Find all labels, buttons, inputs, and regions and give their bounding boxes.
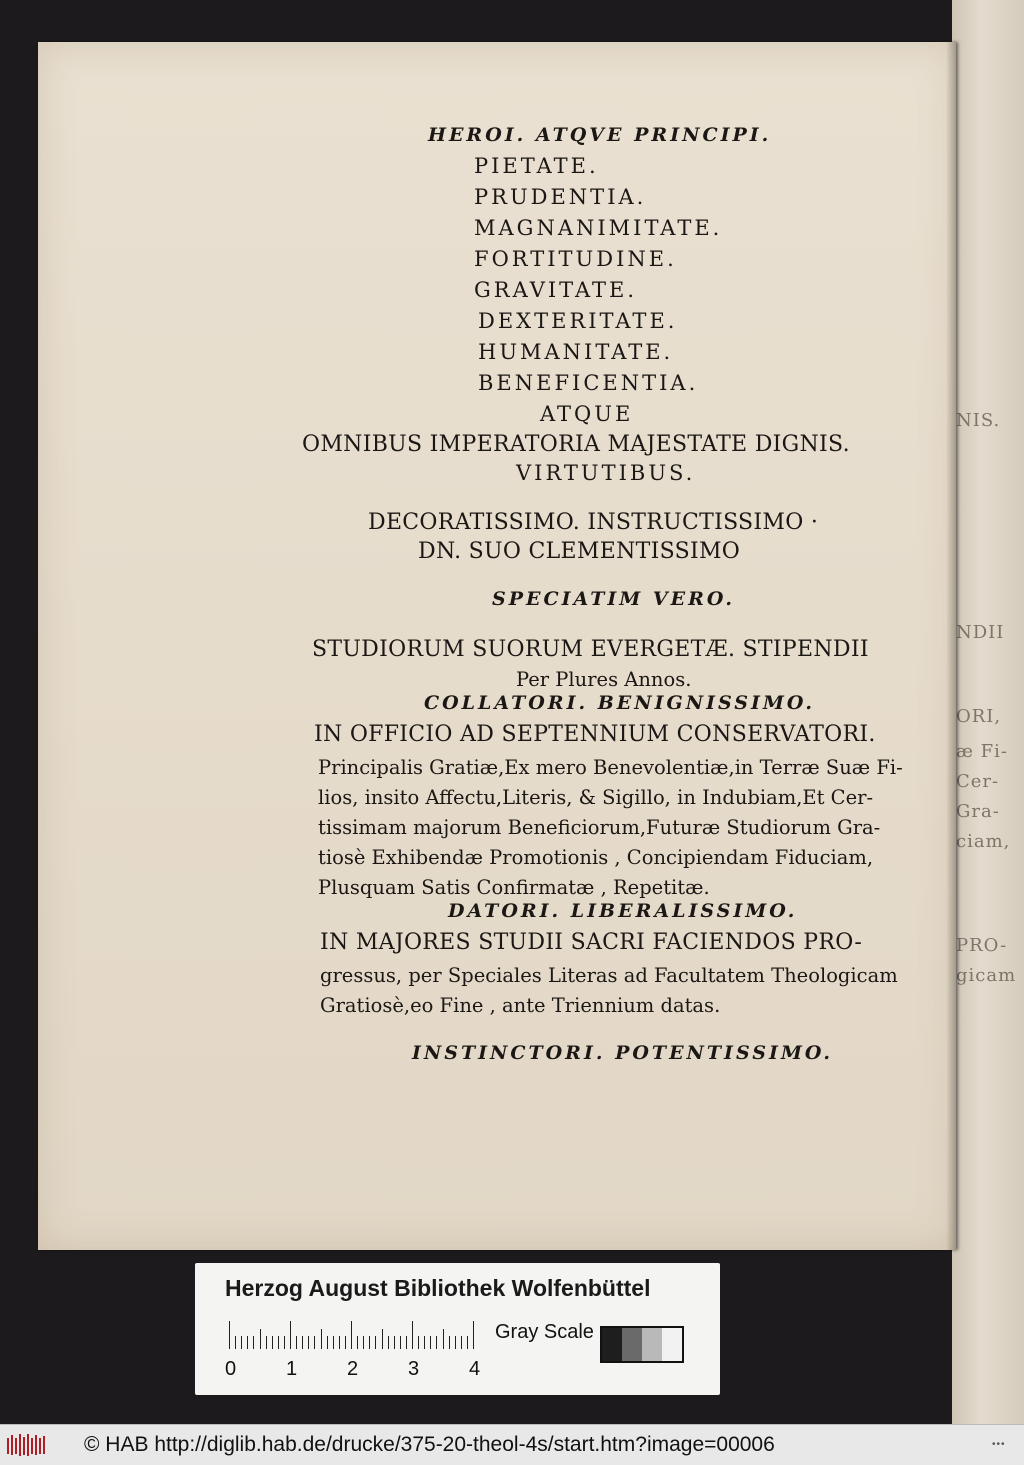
ruler-tick bbox=[235, 1336, 236, 1349]
hab-logo-icon bbox=[6, 1432, 46, 1458]
copyright-url[interactable]: © HAB http://diglib.hab.de/drucke/375-20-theol-4s/start.htm?image=00006 bbox=[84, 1433, 775, 1456]
virtue-line: GRAVITATE. bbox=[474, 278, 638, 302]
bleed-text: PRO- bbox=[956, 935, 1008, 956]
bleed-text: ORI, bbox=[956, 706, 1002, 727]
ruler-tick bbox=[296, 1336, 297, 1349]
virtue-line: FORTITUDINE. bbox=[474, 247, 677, 271]
book-page bbox=[38, 42, 956, 1250]
ruler-tick bbox=[290, 1321, 291, 1349]
text-line: DN. SUO CLEMENTISSIMO bbox=[418, 539, 741, 564]
ruler-tick bbox=[253, 1336, 254, 1349]
ruler-tick bbox=[412, 1321, 413, 1349]
text-line: IN OFFICIO AD SEPTENNIUM CONSERVATORI. bbox=[314, 722, 876, 747]
text-line: tissimam majorum Beneficiorum,Futuræ Studiorum Gra- bbox=[318, 816, 881, 839]
ruler-tick bbox=[430, 1336, 431, 1349]
gray-swatch bbox=[662, 1328, 682, 1361]
ruler-tick bbox=[260, 1329, 261, 1349]
facing-page-edge bbox=[952, 0, 1024, 1424]
text-line: IN MAJORES STUDII SACRI FACIENDOS PRO- bbox=[320, 930, 863, 955]
ruler-tick bbox=[327, 1336, 328, 1349]
dedication-heading: HEROI. ATQVE PRINCIPI. bbox=[428, 124, 772, 146]
ruler-tick bbox=[382, 1329, 383, 1349]
virtue-line: HUMANITATE. bbox=[478, 340, 674, 364]
text-line: STUDIORUM SUORUM EVERGETÆ. STIPENDII bbox=[312, 637, 869, 662]
ruler-tick bbox=[394, 1336, 395, 1349]
scale-ruler bbox=[229, 1321, 479, 1349]
bleed-text: NIS. bbox=[956, 410, 1001, 431]
text-line: Plusquam Satis Confirmatæ , Repetitæ. bbox=[318, 876, 710, 899]
section-heading: INSTINCTORI. POTENTISSIMO. bbox=[412, 1042, 833, 1064]
gray-swatch bbox=[622, 1328, 642, 1361]
text-line: Gratiosè,eo Fine , ante Triennium datas. bbox=[320, 994, 721, 1017]
text-line: OMNIBUS IMPERATORIA MAJESTATE DIGNIS. bbox=[302, 432, 850, 457]
ruler-tick bbox=[321, 1329, 322, 1349]
ruler-tick bbox=[400, 1336, 401, 1349]
ruler-tick bbox=[443, 1329, 444, 1349]
ruler-tick bbox=[272, 1336, 273, 1349]
scale-number: 0 bbox=[225, 1358, 237, 1380]
ruler-tick bbox=[424, 1336, 425, 1349]
gray-scale-bar bbox=[600, 1326, 684, 1363]
section-heading: SPECIATIM VERO. bbox=[492, 588, 735, 610]
gray-swatch bbox=[642, 1328, 662, 1361]
text-line: VIRTUTIBUS. bbox=[516, 461, 696, 485]
scale-number: 4 bbox=[469, 1358, 481, 1380]
color-reference-card bbox=[195, 1263, 720, 1395]
virtue-line: BENEFICENTIA. bbox=[478, 371, 699, 395]
scale-number: 3 bbox=[408, 1358, 420, 1380]
ruler-tick bbox=[449, 1336, 450, 1349]
gray-scale-label: Gray Scale bbox=[495, 1321, 594, 1343]
ruler-tick bbox=[247, 1336, 248, 1349]
ruler-tick bbox=[467, 1336, 468, 1349]
text-line: ATQUE bbox=[540, 402, 634, 426]
bleed-text: gicam bbox=[956, 965, 1017, 986]
section-heading: COLLATORI. BENIGNISSIMO. bbox=[424, 692, 815, 714]
text-line: DECORATISSIMO. INSTRUCTISSIMO · bbox=[368, 510, 819, 535]
ruler-tick bbox=[284, 1336, 285, 1349]
bleed-text: Cer- bbox=[956, 771, 1000, 792]
ruler-tick bbox=[241, 1336, 242, 1349]
bleed-text: æ Fi- bbox=[956, 741, 1008, 762]
bleed-text: NDII bbox=[956, 622, 1005, 643]
text-line: gressus, per Speciales Literas ad Facultatem Theologicam bbox=[320, 964, 898, 987]
virtue-line: PIETATE. bbox=[474, 154, 599, 178]
text-line: lios, insito Affectu,Literis, & Sigillo, in Indubiam,Et Cer- bbox=[318, 786, 874, 809]
scale-number: 2 bbox=[347, 1358, 359, 1380]
gray-swatch bbox=[602, 1328, 622, 1361]
section-heading: DATORI. LIBERALISSIMO. bbox=[448, 900, 798, 922]
ruler-tick bbox=[333, 1336, 334, 1349]
footer-bar bbox=[0, 1424, 1024, 1465]
more-dots: ••• bbox=[992, 1439, 1006, 1450]
ruler-tick bbox=[363, 1336, 364, 1349]
bleed-text: ciam, bbox=[956, 831, 1011, 852]
ruler-tick bbox=[302, 1336, 303, 1349]
ruler-tick bbox=[229, 1321, 230, 1349]
ruler-tick bbox=[473, 1321, 474, 1349]
ruler-tick bbox=[375, 1336, 376, 1349]
ruler-tick bbox=[278, 1336, 279, 1349]
ruler-tick bbox=[436, 1336, 437, 1349]
ruler-tick bbox=[357, 1336, 358, 1349]
ruler-tick bbox=[418, 1336, 419, 1349]
text-line: tiosè Exhibendæ Promotionis , Concipiendam Fiduciam, bbox=[318, 846, 874, 869]
bleed-text: Gra- bbox=[956, 801, 1000, 822]
ruler-tick bbox=[406, 1336, 407, 1349]
library-name: Herzog August Bibliothek Wolfenbüttel bbox=[225, 1275, 651, 1301]
text-line: Principalis Gratiæ,Ex mero Benevolentiæ,in Terræ Suæ Fi- bbox=[318, 756, 903, 779]
text-line: Per Plures Annos. bbox=[516, 668, 692, 691]
ruler-tick bbox=[351, 1321, 352, 1349]
virtue-line: PRUDENTIA. bbox=[474, 185, 647, 209]
ruler-tick bbox=[461, 1336, 462, 1349]
ruler-tick bbox=[339, 1336, 340, 1349]
ruler-tick bbox=[455, 1336, 456, 1349]
ruler-tick bbox=[369, 1336, 370, 1349]
ruler-tick bbox=[308, 1336, 309, 1349]
ruler-tick bbox=[314, 1336, 315, 1349]
virtue-line: DEXTERITATE. bbox=[478, 309, 678, 333]
ruler-tick bbox=[388, 1336, 389, 1349]
ruler-tick bbox=[345, 1336, 346, 1349]
ruler-tick bbox=[266, 1336, 267, 1349]
virtue-line: MAGNANIMITATE. bbox=[474, 216, 723, 240]
scale-number: 1 bbox=[286, 1358, 298, 1380]
